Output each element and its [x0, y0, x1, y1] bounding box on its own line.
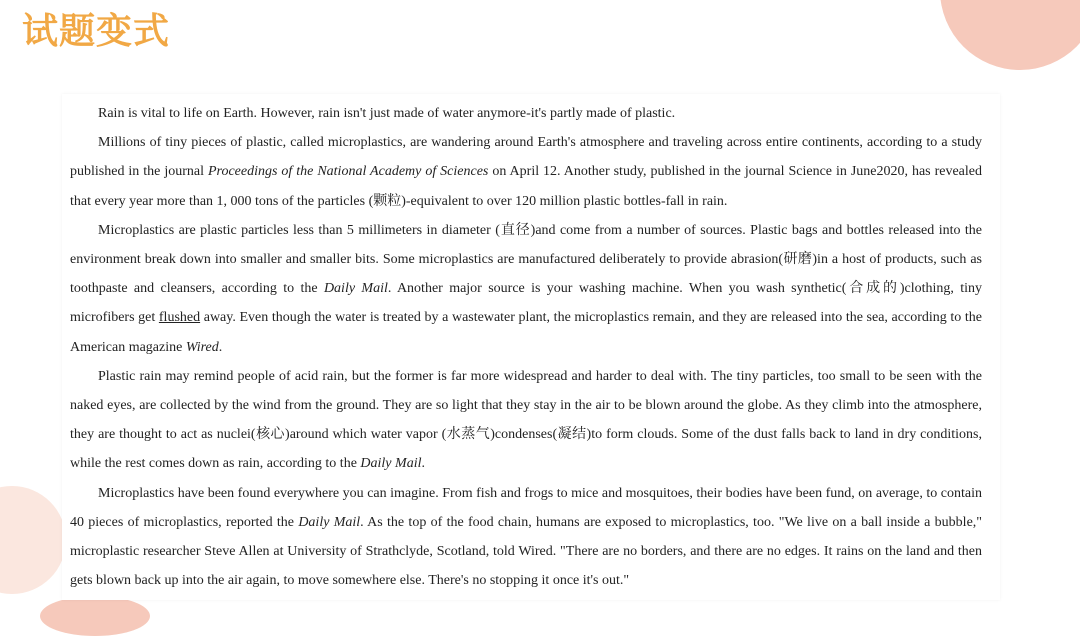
paragraph-4	[70, 362, 982, 479]
paragraph-4-text-b: .	[421, 456, 425, 472]
paragraph-1	[70, 99, 982, 128]
paragraph-3-text-a: Microplastics are plastic particles less than 5 millimeters in diameter (直径)and come from a number of sources. Plastic bags and bottles released into the environment break down into smaller and smaller bits. Some microplastics are manufactured deliberately to provide abrasion(研磨)in a host of products, such as toothpaste and cleansers, according to the	[70, 222, 982, 297]
decorative-circle-top-right	[940, 0, 1080, 70]
source-wired: Wired	[185, 339, 219, 355]
paragraph-5-text-b: . As the top of the food chain, humans are exposed to microplastics, too. "We live on a ball inside a bubble," microplastic researcher Steve Allen at University of Strathclyde, Scotland, told Wired. "There are no borders, and there are no edges. It rains on the land and then gets blown back up into the air again, to move somewhere else. There's no stopping it once it's out."	[70, 514, 982, 589]
underlined-word-flushed: flushed	[158, 310, 201, 326]
paragraph-5-text-a: Microplastics have been found everywhere you can imagine. From fish and frogs to mice and mosquitoes, their bodies have been fund, on average, to contain 40 pieces of microplastics, reported the	[70, 485, 982, 530]
slide-title: 试题变式	[22, 11, 171, 52]
paragraph-1-text: Rain is vital to life on Earth. However, rain isn't just made of water anymore-it's partly made of plastic.	[98, 106, 676, 121]
decorative-circle-bottom-left	[0, 486, 66, 594]
paragraph-4-text-a: Plastic rain may remind people of acid rain, but the former is far more widespread and harder to deal with. The tiny particles, too small to be seen with the naked eyes, are collected by the wind from the ground. They are so light that they stay in the air to be blown around the globe. As they climb into the atmosphere, they are thought to act as nuclei(核心)around which water vapor (水蒸气)condenses(凝结)to form clouds. Some of the dust falls back to land in dry conditions, while the rest comes down as rain, according to the	[70, 368, 982, 472]
paragraph-3-text-b: . Another major source is your washing machine. When you wash synthetic(合成的)clothing, tiny microfibers get	[70, 281, 983, 326]
paragraph-5	[70, 479, 982, 596]
paragraph-2	[70, 128, 982, 216]
journal-name: Proceedings of the National Academy of Sciences	[207, 164, 489, 180]
source-daily-mail: Daily Mail	[360, 456, 422, 472]
passage-text	[70, 99, 982, 595]
source-daily-mail: Daily Mail	[323, 281, 388, 297]
decorative-blob-bottom	[40, 596, 150, 636]
source-daily-mail: Daily Mail	[298, 514, 361, 530]
passage-panel	[62, 94, 1000, 600]
paragraph-3-text-c: away. Even though the water is treated by a wastewater plant, the microplastics remain, and they are released into the sea, according to the American magazine	[70, 310, 982, 355]
paragraph-3	[70, 216, 982, 362]
paragraph-2-text-b: on April 12. Another study, published in the journal Science in June2020, has revealed that every year more than 1, 000 tons of the particles (颗粒)-equivalent to over 120 million plastic bottles-fall in rain.	[70, 164, 982, 209]
paragraph-3-text-d: .	[218, 339, 223, 355]
paragraph-2-text-a: Millions of tiny pieces of plastic, called microplastics, are wandering around Earth's atmosphere and traveling across entire continents, according to a study published in the journal	[70, 135, 982, 180]
